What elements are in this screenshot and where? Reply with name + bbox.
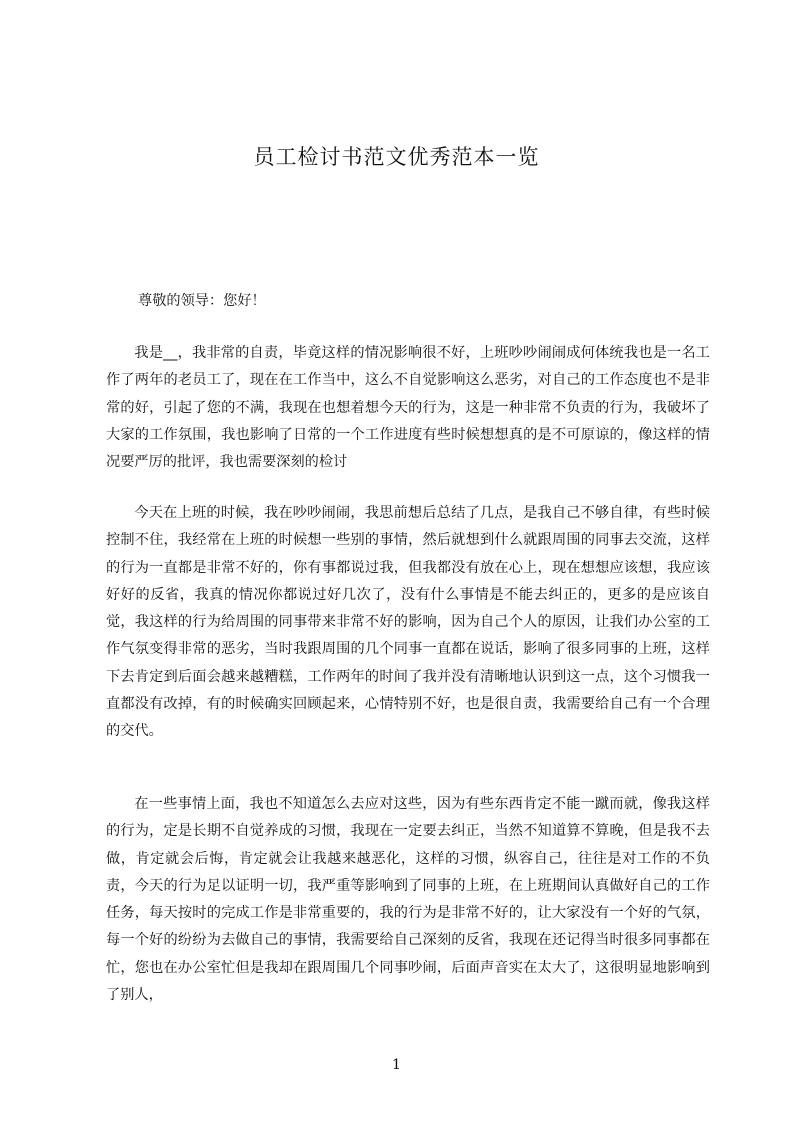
paragraph-1 <box>106 340 710 476</box>
paragraph-text: 我是__，我非常的自责，毕竟这样的情况影响很不好，上班吵吵闹闹成何体统我也是一名工作了两年的老员工了，现在在工作当中，这么不自觉影响这么恶劣，对自己的工作态度也不是非常的好，引起了您的不满，我现在也想着想今天的行为，这是一种非常不负责的行为，我破坏了大家的工作氛围，我也影响了日常的一个工作进度有些时候想想真的是不可原谅的，像这样的情况要严厉的批评，我也需要深刻的检讨 <box>106 345 710 471</box>
paragraph-2 <box>106 500 710 746</box>
salutation: 尊敬的领导：您好！ <box>138 293 266 309</box>
page-number: 1 <box>392 1057 401 1073</box>
document-title: 员工检讨书范文优秀范本一览 <box>253 145 540 169</box>
paragraph-text: 今天在上班的时候，我在吵吵闹闹，我思前想后总结了几点，是我自己不够自律，有些时候控制不住，我经常在上班的时候想一些别的事情，然后就想到什么就跟周围的同事去交流，这样的行为一直都是非常不好的，你有事都说过我，但我都没有放在心上，现在想想应该想，我应该好好的反省，我真的情况你都说过好几次了，没有什么事情是不能去纠正的，更多的是应该自觉，我这样的行为给周围的同事带来非常不好的影响，因为自己个人的原因，让我们办公室的工作气氛变得非常的恶劣，当时我跟周围的几个同事一直都在说话，影响了很多同事的上班，这样下去肯定到后面会越来越糟糕，工作两年的时间了我并没有清晰地认识到这一点，这个习惯我一直都没有改掉，有的时候确实回顾起来，心情特别不好，也是很自责，我需要给自己有一个合理的交代。 <box>106 505 710 740</box>
paragraph-3 <box>106 791 710 1009</box>
paragraph-text: 在一些事情上面，我也不知道怎么去应对这些，因为有些东西肯定不能一蹴而就，像我这样的行为，定是长期不自觉养成的习惯，我现在一定要去纠正，当然不知道算不算晚，但是我不去做，肯定就会后悔，肯定就会让我越来越恶化，这样的习惯，纵容自己，往往是对工作的不负责，今天的行为足以证明一切，我严重等影响到了同事的上班，在上班期间认真做好自己的工作任务，每天按时的完成工作是非常重要的，我的行为是非常不好的，让大家没有一个好的气氛，每一个好的纷纷为去做自己的事情，我需要给自己深刻的反省，我现在还记得当时很多同事都在忙，您也在办公室忙但是我却在跟周围几个同事吵闹，后面声音实在太大了，这很明显地影响到了别人， <box>106 796 710 1004</box>
